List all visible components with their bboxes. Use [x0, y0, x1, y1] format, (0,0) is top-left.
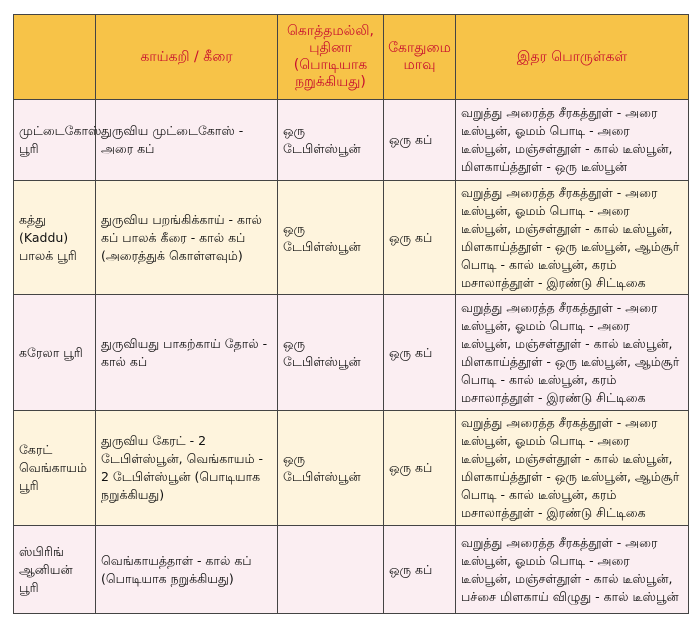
cell-coriander-mint: ஒரு டேபிள்ஸ்பூன் — [278, 295, 384, 411]
table-row — [14, 295, 689, 411]
cell-coriander-mint: ஒரு டேபிள்ஸ்பூன் — [278, 411, 384, 526]
cell-other-ingredients: வறுத்து அரைத்த சீரகத்தூள் - அரை டீஸ்பூன், ஓமம் பொடி - அரை டீஸ்பூன், மஞ்சள்தூள் - கால் டீஸ்பூன், மிளகாய்த்தூள் - ஒரு டீஸ்பூன், ஆம்சூர் பொடி - கால் டீஸ்பூன், கரம் மசாலாத்தூள் - இரண்டு சிட்டிகை — [456, 411, 689, 526]
cell-coriander-mint — [278, 526, 384, 614]
cell-vegetable: துருவியது பாகற்காய் தோல் - கால் கப் — [96, 295, 278, 411]
header-other-ingredients: இதர பொருள்கள் — [456, 15, 689, 100]
cell-wheat-flour: ஒரு கப் — [384, 411, 456, 526]
table-row — [14, 526, 689, 614]
table-row — [14, 411, 689, 526]
cell-coriander-mint: ஒரு டேபிள்ஸ்பூன் — [278, 100, 384, 181]
header-vegetable: காய்கறி / கீரை — [96, 15, 278, 100]
cell-coriander-mint: ஒரு டேபிள்ஸ்பூன் — [278, 181, 384, 295]
cell-name: கரேலா பூரி — [14, 295, 96, 411]
cell-name: ஸ்பிரிங் ஆனியன் பூரி — [14, 526, 96, 614]
cell-other-ingredients: வறுத்து அரைத்த சீரகத்தூள் - அரை டீஸ்பூன், ஓமம் பொடி - அரை டீஸ்பூன், மஞ்சள்தூள் - கால் டீஸ்பூன், மிளகாய்த்தூள் - ஒரு டீஸ்பூன் — [456, 100, 689, 181]
cell-vegetable: துருவிய பறங்கிக்காய் - கால் கப் பாலக் கீரை - கால் கப் (அரைத்துக் கொள்ளவும்) — [96, 181, 278, 295]
cell-name: முட்டைகோஸ் பூரி — [14, 100, 96, 181]
table-row — [14, 181, 689, 295]
cell-other-ingredients: வறுத்து அரைத்த சீரகத்தூள் - அரை டீஸ்பூன், ஓமம் பொடி - அரை டீஸ்பூன், மஞ்சள்தூள் - கால் டீஸ்பூன், பச்சை மிளகாய் விழுது - கால் டீஸ்பூன் — [456, 526, 689, 614]
cell-other-ingredients: வறுத்து அரைத்த சீரகத்தூள் - அரை டீஸ்பூன், ஓமம் பொடி - அரை டீஸ்பூன், மஞ்சள்தூள் - கால் டீஸ்பூன், மிளகாய்த்தூள் - ஒரு டீஸ்பூன், ஆம்சூர் பொடி - கால் டீஸ்பூன், கரம் மசாலாத்தூள் - இரண்டு சிட்டிகை — [456, 295, 689, 411]
header-coriander-mint: கொத்தமல்லி, புதினா (பொடியாக நறுக்கியது) — [278, 15, 384, 100]
cell-name: கத்து (Kaddu) பாலக் பூரி — [14, 181, 96, 295]
table-row — [14, 100, 689, 181]
cell-wheat-flour: ஒரு கப் — [384, 295, 456, 411]
cell-vegetable: வெங்காயத்தாள் - கால் கப் (பொடியாக நறுக்கியது) — [96, 526, 278, 614]
cell-name: கேரட் வெங்காயம் பூரி — [14, 411, 96, 526]
cell-vegetable: துருவிய முட்டைகோஸ் - அரை கப் — [96, 100, 278, 181]
header-wheat-flour: கோதுமை மாவு — [384, 15, 456, 100]
cell-other-ingredients: வறுத்து அரைத்த சீரகத்தூள் - அரை டீஸ்பூன், ஓமம் பொடி - அரை டீஸ்பூன், மஞ்சள்தூள் - கால் டீஸ்பூன், மிளகாய்த்தூள் - ஒரு டீஸ்பூன், ஆம்சூர் பொடி - கால் டீஸ்பூன், கரம் மசாலாத்தூள் - இரண்டு சிட்டிகை — [456, 181, 689, 295]
cell-wheat-flour: ஒரு கப் — [384, 526, 456, 614]
poori-recipe-table — [13, 14, 689, 614]
recipe-table-wrapper — [13, 14, 689, 614]
cell-wheat-flour: ஒரு கப் — [384, 100, 456, 181]
cell-vegetable: துருவிய கேரட் - 2 டேபிள்ஸ்பூன், வெங்காயம் - 2 டேபிள்ஸ்பூன் (பொடியாக நறுக்கியது) — [96, 411, 278, 526]
header-name — [14, 15, 96, 100]
header-row — [14, 15, 689, 100]
cell-wheat-flour: ஒரு கப் — [384, 181, 456, 295]
